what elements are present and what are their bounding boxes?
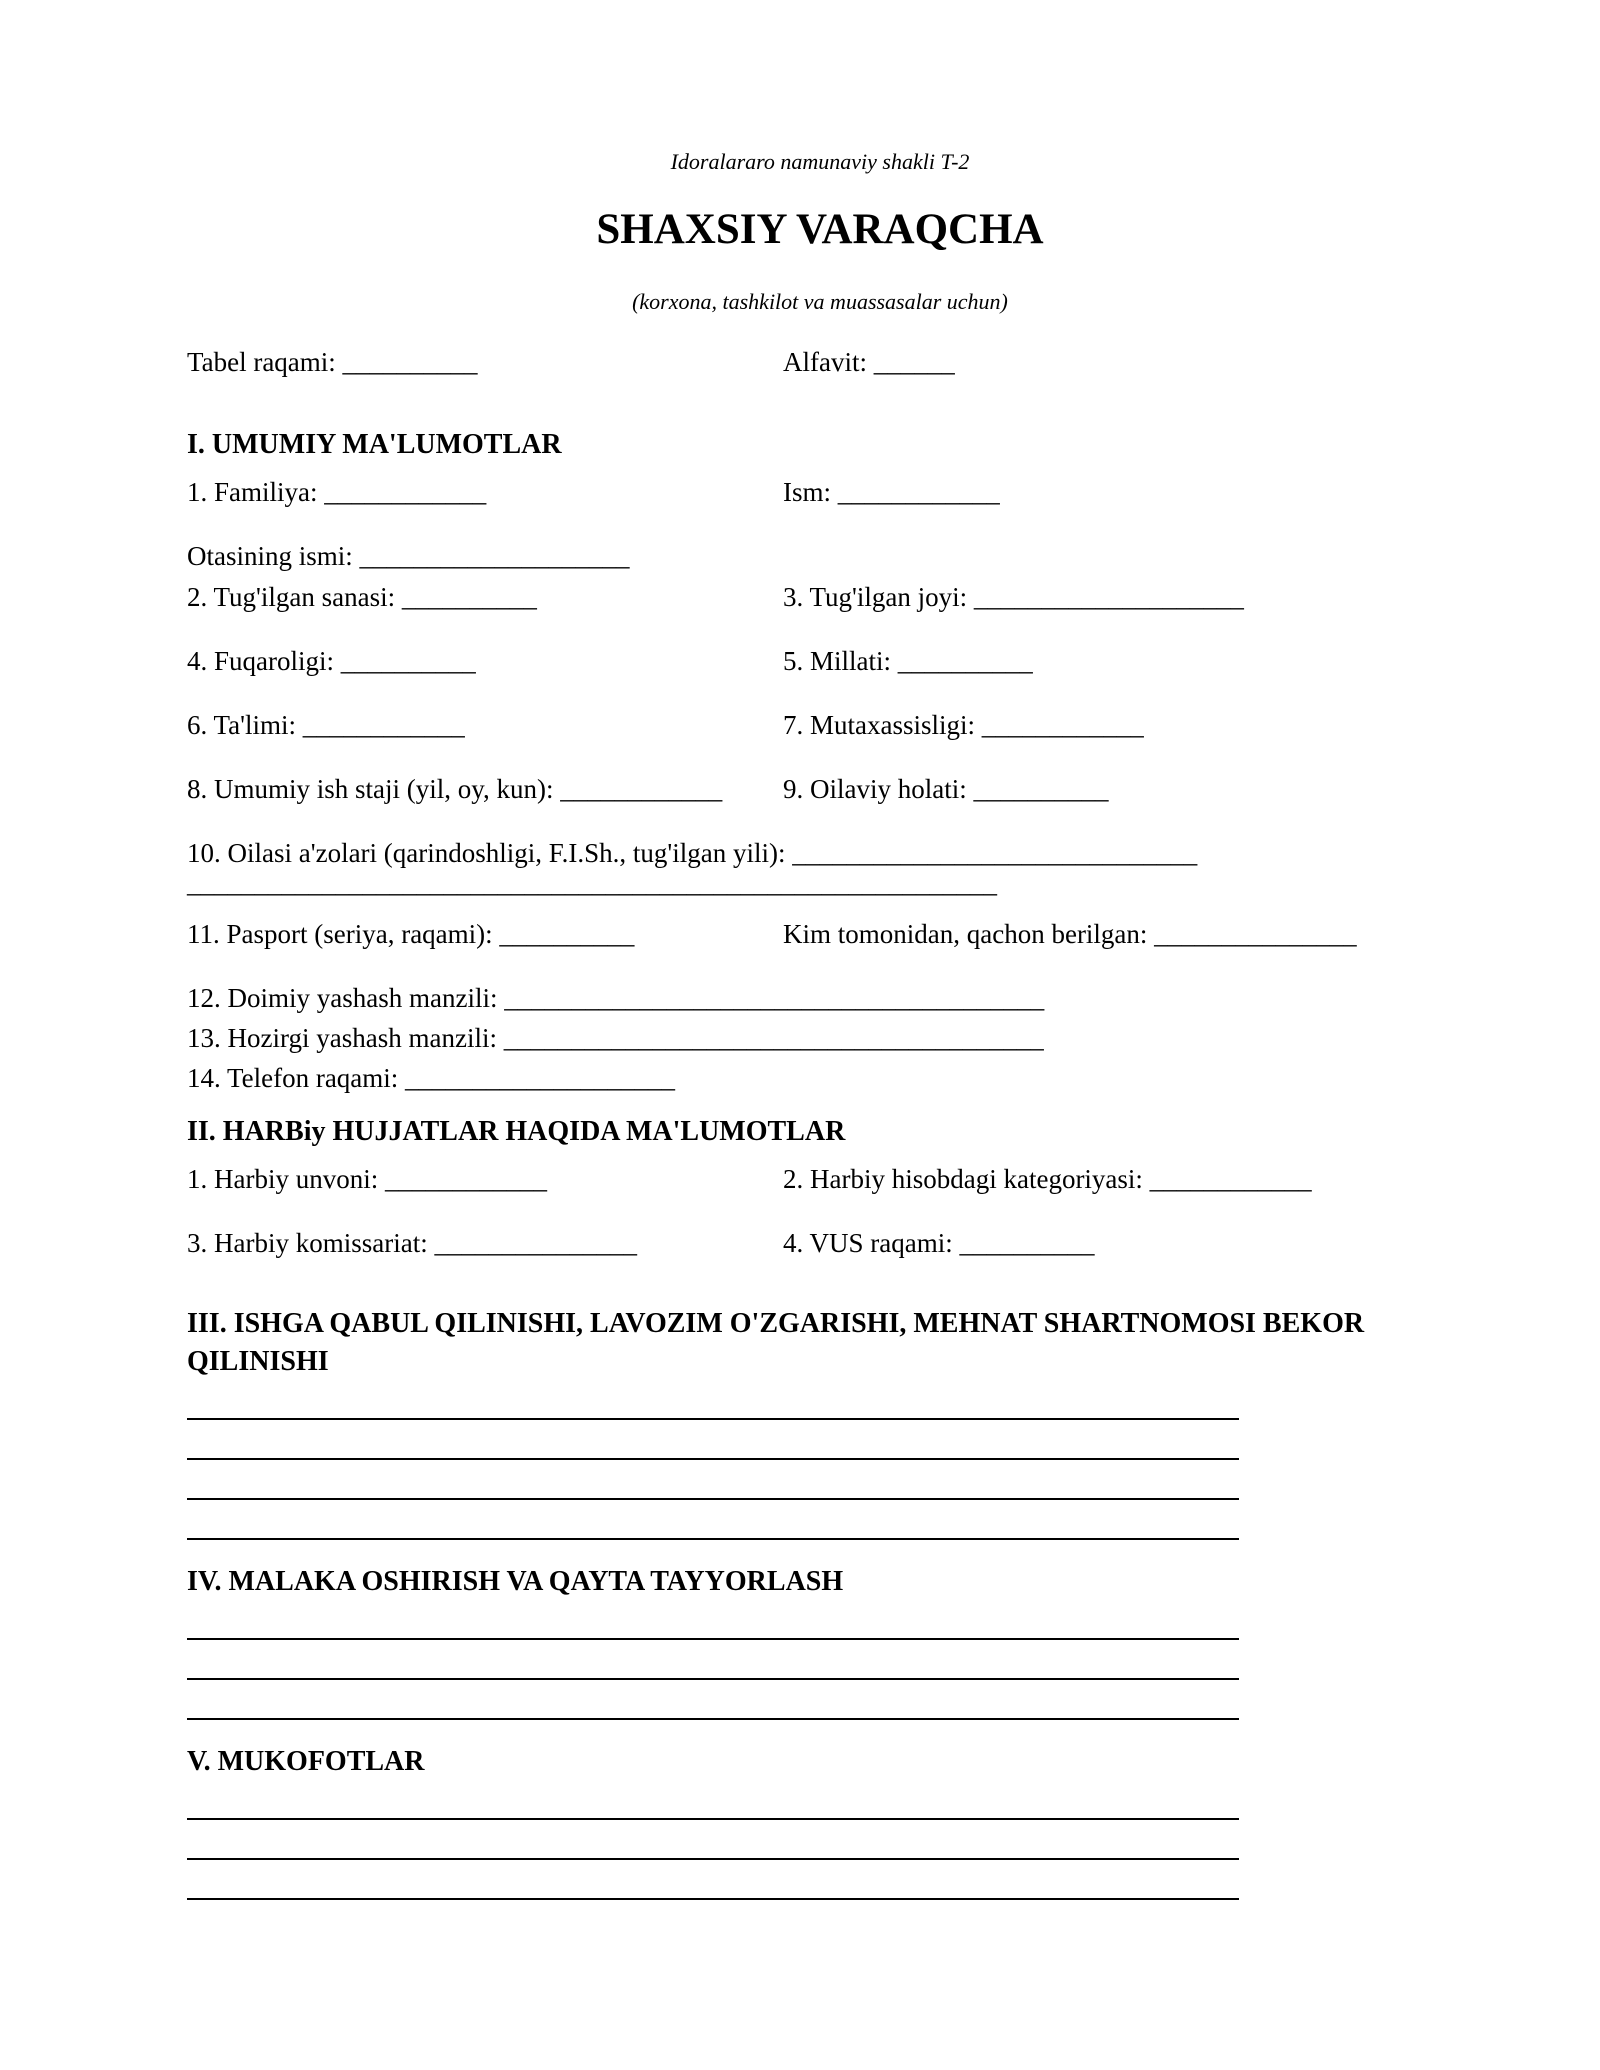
birth-place-field[interactable]: 3. Tug'ilgan joyi: ____________________ (783, 582, 1244, 612)
section-3-entry-line[interactable] (187, 1418, 1239, 1420)
current-address-field[interactable]: 13. Hozirgi yashash manzili: ________________________________________ (187, 1023, 1044, 1053)
section-4-entry-line[interactable] (187, 1678, 1239, 1680)
passport-issued-by-field[interactable]: Kim tomonidan, qachon berilgan: _______________ (783, 919, 1357, 949)
page-title: SHAXSIY VARAQCHA (596, 206, 1044, 253)
section-5-entry-line[interactable] (187, 1898, 1239, 1900)
section-5-entry-line[interactable] (187, 1858, 1239, 1860)
ism-field[interactable]: Ism: ____________ (783, 477, 1000, 507)
section-3-entry-line[interactable] (187, 1538, 1239, 1540)
military-category-field[interactable]: 2. Harbiy hisobdagi kategoriyasi: ____________ (783, 1164, 1312, 1194)
form-code: Idoralararo namunaviy shakli T-2 (670, 149, 970, 174)
specialty-field[interactable]: 7. Mutaxassisligi: ____________ (783, 710, 1144, 740)
phone-field[interactable]: 14. Telefon raqami: ____________________ (187, 1063, 676, 1093)
section-3-entry-line[interactable] (187, 1458, 1239, 1460)
section-3-heading: III. ISHGA QABUL QILINISHI, LAVOZIM O'ZGARISHI, MEHNAT SHARTNOMOSI BEKOR QILINISHI (187, 1308, 1365, 1377)
section-2-heading: II. HARBiy HUJJATLAR HAQIDA MA'LUMOTLAR (187, 1116, 846, 1147)
family-members-continuation[interactable]: ____________________________________________________________ (187, 868, 997, 898)
military-rank-field[interactable]: 1. Harbiy unvoni: ____________ (187, 1164, 547, 1194)
section-5-heading: V. MUKOFOTLAR (187, 1746, 425, 1777)
section-4-entry-line[interactable] (187, 1718, 1239, 1720)
citizenship-field[interactable]: 4. Fuqaroligi: __________ (187, 646, 476, 676)
family-members-field[interactable]: 10. Oilasi a'zolari (qarindoshligi, F.I.Sh., tug'ilgan yili): ______________________________ (187, 838, 1198, 868)
passport-field[interactable]: 11. Pasport (seriya, raqami): __________ (187, 919, 635, 949)
section-1-heading: I. UMUMIY MA'LUMOTLAR (187, 429, 562, 460)
work-experience-field[interactable]: 8. Umumiy ish staji (yil, oy, kun): ____________ (187, 774, 723, 804)
nationality-field[interactable]: 5. Millati: __________ (783, 646, 1033, 676)
section-4-entry-line[interactable] (187, 1638, 1239, 1640)
alfavit-field[interactable]: Alfavit: ______ (783, 347, 955, 377)
vus-number-field[interactable]: 4. VUS raqami: __________ (783, 1228, 1095, 1258)
familiya-field[interactable]: 1. Familiya: ____________ (187, 477, 487, 507)
page-subtitle: (korxona, tashkilot va muassasalar uchun) (632, 289, 1008, 314)
military-commissariat-field[interactable]: 3. Harbiy komissariat: _______________ (187, 1228, 637, 1258)
tabel-number-field[interactable]: Tabel raqami: __________ (187, 347, 478, 377)
birth-date-field[interactable]: 2. Tug'ilgan sanasi: __________ (187, 582, 537, 612)
section-5-entry-line[interactable] (187, 1818, 1239, 1820)
education-field[interactable]: 6. Ta'limi: ____________ (187, 710, 465, 740)
section-3-entry-line[interactable] (187, 1498, 1239, 1500)
otasining-ismi-field[interactable]: Otasining ismi: ____________________ (187, 541, 630, 571)
marital-status-field[interactable]: 9. Oilaviy holati: __________ (783, 774, 1109, 804)
permanent-address-field[interactable]: 12. Doimiy yashash manzili: ________________________________________ (187, 983, 1045, 1013)
section-4-heading: IV. MALAKA OSHIRISH VA QAYTA TAYYORLASH (187, 1566, 844, 1597)
